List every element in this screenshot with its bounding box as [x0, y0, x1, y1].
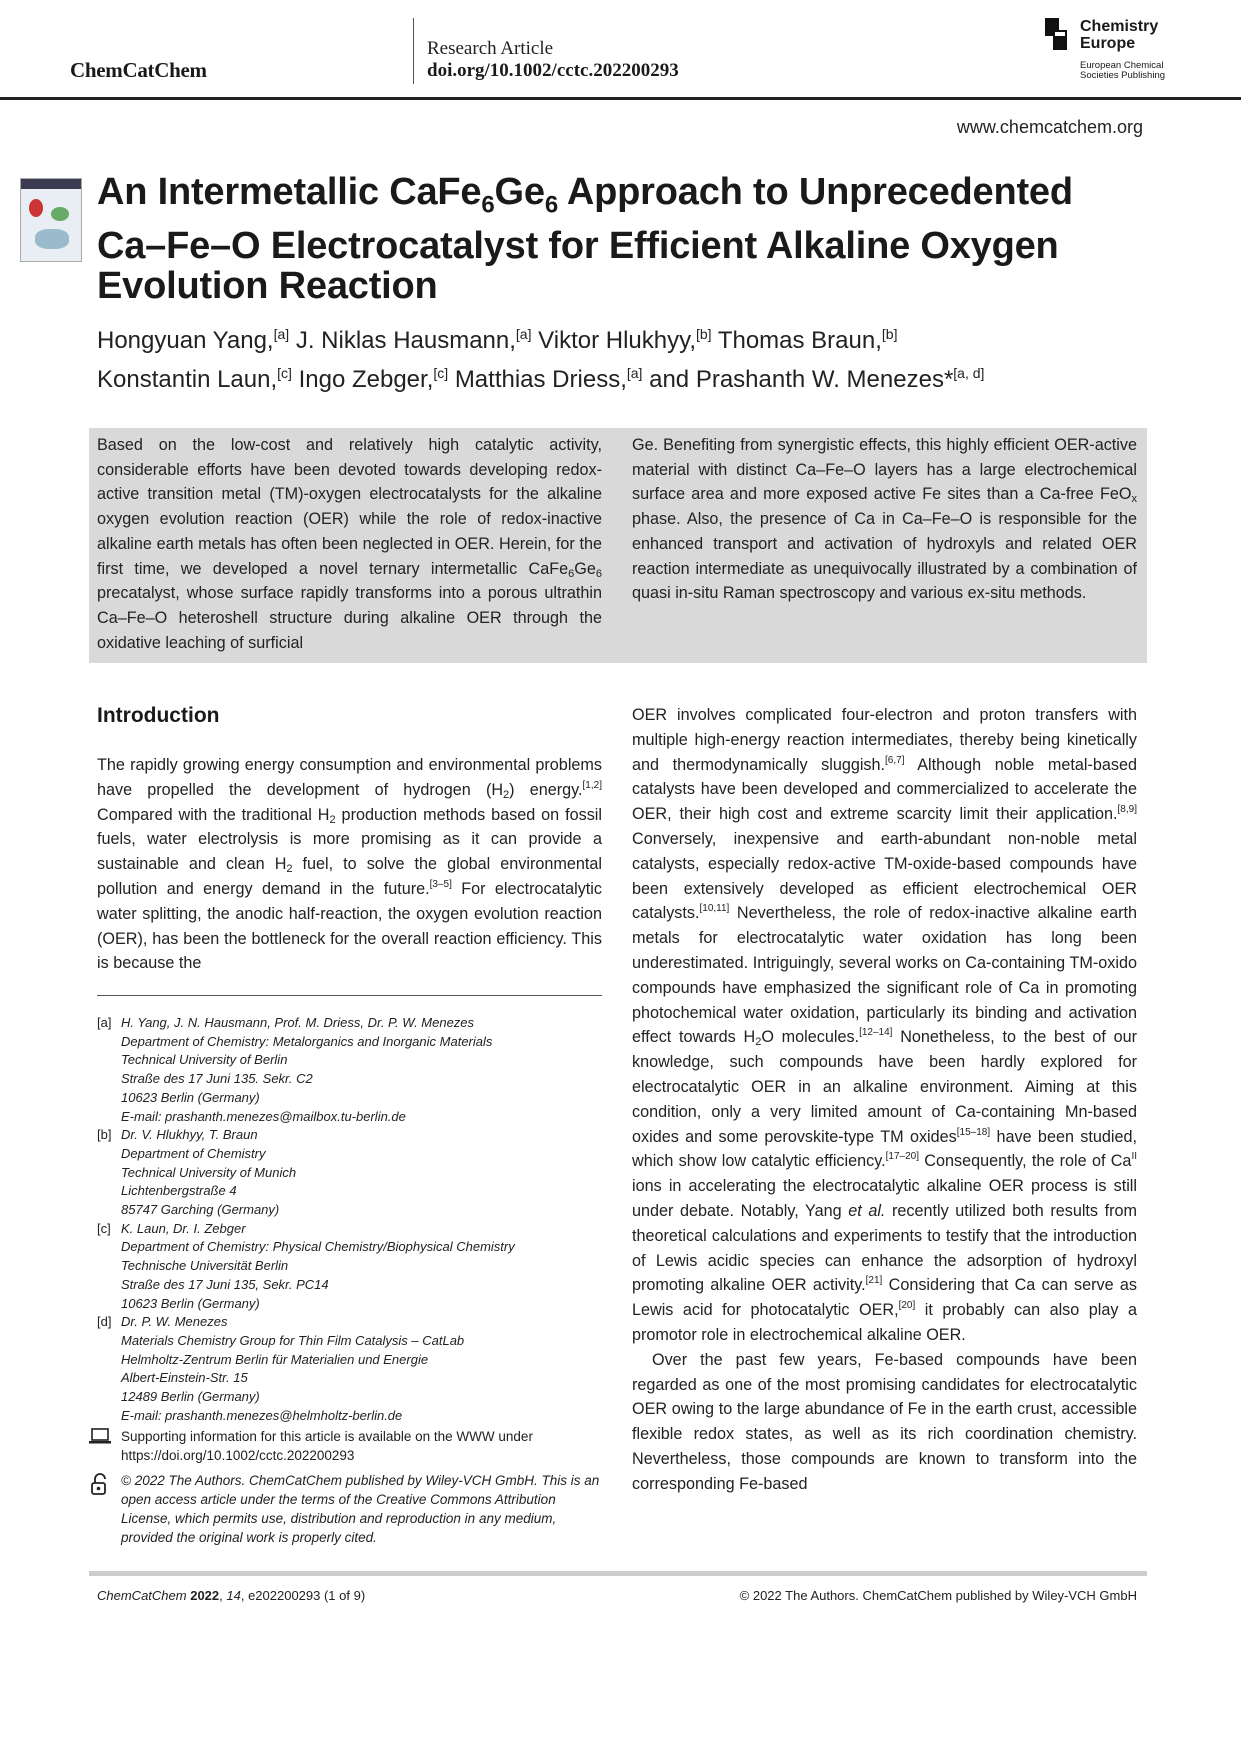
publisher-name-line2: Europe — [1080, 35, 1136, 52]
citation-link[interactable]: [6,7] — [885, 754, 905, 766]
author: and Prashanth W. Menezes*[a, d] — [649, 365, 985, 393]
introduction-left-column: The rapidly growing energy consumption and environmental problems have propelled the development of hydrogen $(H_2)$ energy.[1,2] Compared with the traditional $H_2$ production methods based on fossil fuels, water electrolysis is more promising as it can provide a sustainable and clean $H_2$ fuel, to solve the global environmental pollution and energy demand in the future.[3–5] For electrocatalytic water splitting, the anodic half-reaction, the oxygen evolution reaction (OER), has been the bottleneck for the overall reaction efficiency. This is because the — [97, 756, 602, 973]
cover-art-shape — [51, 207, 69, 221]
supporting-information-note: Supporting information for this article is available on the WWW under https://doi.org/10.1002/cctc.202200293 — [121, 1429, 533, 1463]
introduction-right-column — [632, 703, 1137, 1497]
citation-link[interactable]: [20] — [898, 1300, 916, 1312]
footer-rule — [89, 1571, 1147, 1576]
article-title: An Intermetallic $CaFe_6Ge_6$ Approach to Unprecedented Ca–Fe–O Electrocatalyst for Efficient Alkaline Oxygen Evolution Reaction — [97, 171, 1073, 307]
citation-link[interactable]: [1,2] — [582, 779, 602, 791]
affiliation: [a] H. Yang, J. N. Hausmann, Prof. M. Driess, Dr. P. W. Menezes Department of Chemistry: Metalorganics and Inorganic Materials Technical University of Berlin Straße des 17 Juni 135. Sekr. C2 10623 Berlin (Germany) E-mail: prashanth.menezes@mailbox.tu-berlin.de — [97, 1014, 607, 1126]
chemistry-europe-logo-icon — [1045, 18, 1067, 50]
citation-link[interactable]: [21] — [865, 1275, 883, 1287]
header-divider — [413, 18, 414, 84]
paragraph: OER involves complicated four-electron and proton transfers with multiple high-energy reaction intermediates, thereby being kinetically and thermodynamically sluggish.[6,7] Although noble metal-based catalysts have been developed and commercialized to accelerate the OER, their high cost and extreme scarcity limit their application.[8,9] Conversely, inexpensive and earth-abundant non-noble metal catalysts, especially redox-active TM-oxide-based compounds have been extensively developed as efficient electrochemical OER catalysts.[10,11] Nevertheless, the role of redox-inactive alkaline earth metals for electrocatalytic water oxidation has long been underestimated. Intriguingly, several works on Ca-containing TM-oxido compounds have emphasized the significant role of Ca in promoting photochemical water oxidation, particularly its binding and activation effect towards $H_2O$ molecules.[12–14] Nonetheless, to the best of our knowledge, such compounds have been hardly explored for electrocatalytic OER in an alkaline environment. Aiming at this condition, only a very limited amount of Ca-containing Mn-based oxides and some perovskite-type TM oxides[15–18] have been studied, which show low catalytic efficiency.[17–20] Consequently, the role of $Ca^{II}$ ions in accelerating the electrocatalytic alkaline OER process is still under debate. Notably, Yang et al. recently utilized both results from theoretical calculations and experiments to testify that the introduction of Lewis acidic species can enhance the adsorption of hydroxyl promoting alkaline OER activity.[21] Considering that Ca can serve as Lewis acid for photocatalytic OER,[20] it probably can also play a promotor role in electrochemical alkaline OER. — [632, 706, 1138, 1344]
author: J. Niklas Hausmann,[a] — [295, 326, 532, 354]
laptop-icon — [89, 1428, 111, 1444]
author: Matthias Driess,[a] — [454, 365, 643, 393]
citation-link[interactable]: [15–18] — [956, 1126, 991, 1138]
cover-art-shape — [35, 229, 69, 249]
paragraph: Over the past few years, Fe-based compounds have been regarded as one of the most promising candidates for electrocatalytic OER owing to the large abundance of Fe in the earth crust, accessible flexible redox states, as well as its rich coordination chemistry. Nevertheless, those compounds are known to transform into the corresponding Fe-based — [632, 1350, 1137, 1493]
affiliation: [b] Dr. V. Hlukhyy, T. Braun Department of Chemistry Technical University of Munich Lichtenbergstraße 4 85747 Garching (Germany) — [97, 1127, 297, 1218]
author: Konstantin Laun,[c] — [97, 365, 292, 393]
citation-link[interactable]: [8,9] — [1117, 804, 1137, 816]
header-rule — [0, 97, 1241, 100]
section-heading-introduction: Introduction — [97, 704, 220, 727]
footnote-rule — [97, 995, 602, 996]
author-list — [97, 318, 1137, 396]
journal-website-link[interactable]: www.chemcatchem.org — [956, 117, 1143, 137]
author: Ingo Zebger,[c] — [298, 365, 449, 393]
citation-link[interactable]: [12–14] — [859, 1027, 893, 1039]
email-link[interactable]: E-mail: prashanth.menezes@mailbox.tu-berlin.de — [121, 1108, 406, 1124]
author: Hongyuan Yang,[a] — [97, 326, 290, 354]
citation-link[interactable]: [17–20] — [885, 1151, 919, 1163]
cover-art-shape — [29, 199, 43, 217]
footer-citation: ChemCatChem 2022, 14, e202200293 (1 of 9) — [97, 1588, 366, 1603]
open-access-lock-icon — [91, 1473, 109, 1495]
publisher-name-line1: Chemistry — [1080, 18, 1159, 35]
author: Thomas Braun,[b] — [717, 326, 898, 354]
article-type: Research Article — [427, 38, 554, 59]
publisher-subtitle-line1: European Chemical — [1080, 60, 1164, 71]
abstract-right-column: Ge. Benefiting from synergistic effects, this highly efficient OER-active material with distinct Ca–Fe–O layers has a large electrochemical surface area and more exposed active Fe sites than a Ca-free FeO$_x$ phase. Also, the presence of Ca in Ca–Fe–O is responsible for the enhanced transport and activation of hydroxyls and related OER reaction intermediate as unequivocally illustrated by a combination of quasi in-situ Raman spectroscopy and various ex-situ methods. — [632, 436, 1137, 603]
doi-link[interactable]: doi.org/10.1002/cctc.202200293 — [427, 60, 679, 81]
cover-thumbnail[interactable] — [20, 178, 82, 262]
footer-copyright: © 2022 The Authors. ChemCatChem published by Wiley-VCH GmbH — [739, 1588, 1137, 1603]
author: Viktor Hlukhyy,[b] — [538, 326, 712, 354]
affiliation: [d] Dr. P. W. Menezes Materials Chemistry Group for Thin Film Catalysis – CatLab Helmholtz-Zentrum Berlin für Materialien und Energie Albert-Einstein-Str. 15 12489 Berlin (Germany) E-mail: prashanth.menezes@helmholtz-berlin.de — [97, 1313, 607, 1425]
open-access-license-note: © 2022 The Authors. ChemCatChem published by Wiley-VCH GmbH. This is an open access article under the terms of the Creative Commons Attribution License, which permits use, distribution and reproduction in any medium, provided the original work is properly cited. — [121, 1473, 600, 1545]
email-link[interactable]: E-mail: prashanth.menezes@helmholtz-berlin.de — [121, 1407, 403, 1423]
abstract-left-column: Based on the low-cost and relatively high catalytic activity, considerable efforts have been devoted towards developing redox-active transition metal (TM)-oxygen electrocatalysts for the alkaline oxygen evolution reaction (OER) while the role of redox-inactive alkaline earth metals has often been neglected in OER. Herein, for the first time, we developed a novel ternary intermetallic $CaFe_6Ge_6$ precatalyst, whose surface rapidly transforms into a porous ultrathin Ca–Fe–O heteroshell structure during alkaline OER through the oxidative leaching of surficial — [97, 436, 602, 652]
publisher-subtitle-line2: Societies Publishing — [1080, 70, 1166, 81]
citation-link[interactable]: [3–5] — [429, 878, 452, 890]
journal-name: ChemCatChem — [70, 58, 207, 82]
affiliations — [97, 1014, 607, 1425]
citation-link[interactable]: [10,11] — [699, 903, 730, 915]
affiliation: [c] K. Laun, Dr. I. Zebger Department of Chemistry: Physical Chemistry/Biophysical Chemistry Technische Universität Berlin Straße des 17 Juni 135, Sekr. PC14 10623 Berlin (Germany) — [97, 1220, 515, 1311]
